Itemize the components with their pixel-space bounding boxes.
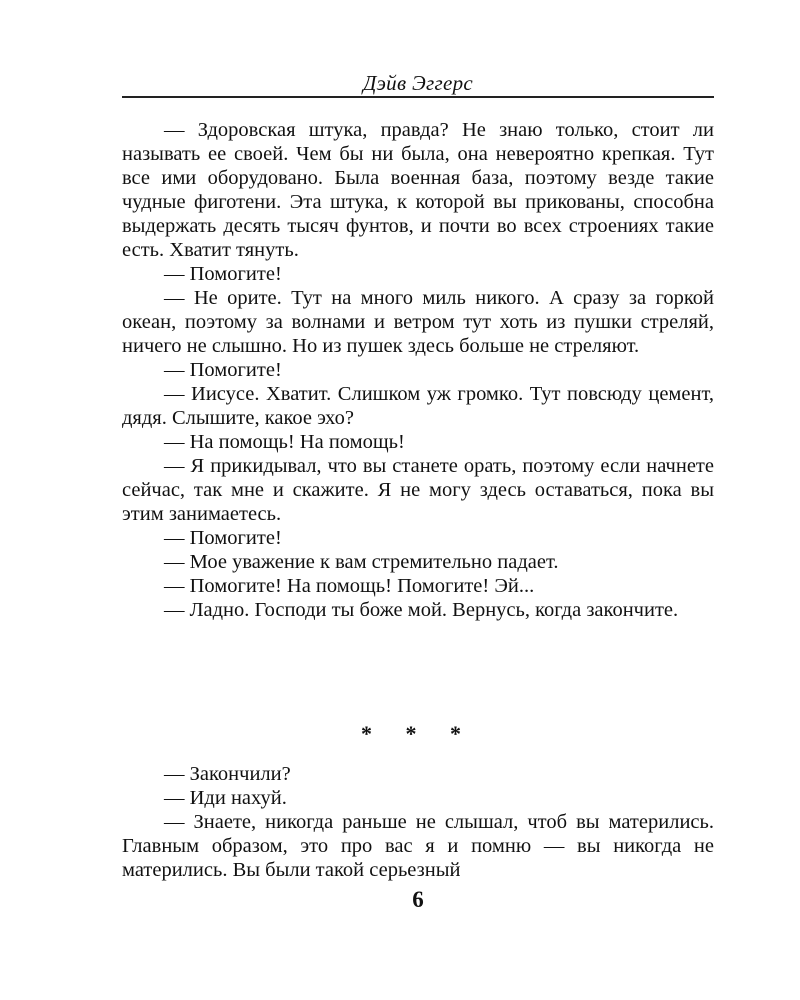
running-header-author: Дэйв Эггерс: [362, 71, 474, 95]
scene-break-asterisks: * * *: [361, 721, 475, 746]
page-number: 6: [412, 887, 424, 912]
paragraph: — Мое уважение к вам стремительно падает.: [164, 551, 559, 573]
paragraph: — Помогите!: [164, 527, 282, 549]
paragraph: — На помощь! На помощь!: [164, 431, 405, 453]
paragraph: — Иди нахуй.: [164, 787, 287, 809]
paragraph: — Помогите!: [164, 263, 282, 285]
header-rule: [122, 96, 714, 98]
paragraph: — Знаете, никогда раньше не слышал, чтоб вы матерились. Главным образом, это про вас я и помню — вы никогда не матерились. Вы были такой серьезный: [122, 811, 714, 881]
paragraph: — Помогите!: [164, 359, 282, 381]
paragraph: — Иисусе. Хватит. Слишком уж громко. Тут повсюду цемент, дядя. Слышите, какое эхо?: [122, 383, 714, 429]
paragraph: — Здоровская штука, правда? Не знаю только, стоит ли называть ее своей. Чем бы ни была, она невероятно крепкая. Тут все ими оборудовано. Была военная база, поэтому везде такие чудные фиготени. Эта штука, к которой вы прикованы, способна выдержать десять тысяч фунтов, и почти во всех строениях такие есть. Хватит тянуть.: [122, 119, 714, 261]
paragraph: — Я прикидывал, что вы станете орать, поэтому если начнете сейчас, так мне и скажите. Я не могу здесь оставаться, пока вы этим занимаетесь.: [122, 455, 714, 525]
paragraph: — Не орите. Тут на много миль никого. А сразу за горкой океан, поэтому за волнами и ветром тут хоть из пушки стреляй, ничего не слышно. Но из пушек здесь больше не стреляют.: [122, 287, 714, 357]
paragraph: — Помогите! На помощь! Помогите! Эй...: [164, 575, 535, 597]
text-block-after-break: [122, 762, 714, 882]
text-block-before-break: [122, 118, 714, 622]
paragraph: — Ладно. Господи ты боже мой. Вернусь, когда закончите.: [164, 599, 679, 621]
paragraph: — Закончили?: [164, 763, 291, 785]
